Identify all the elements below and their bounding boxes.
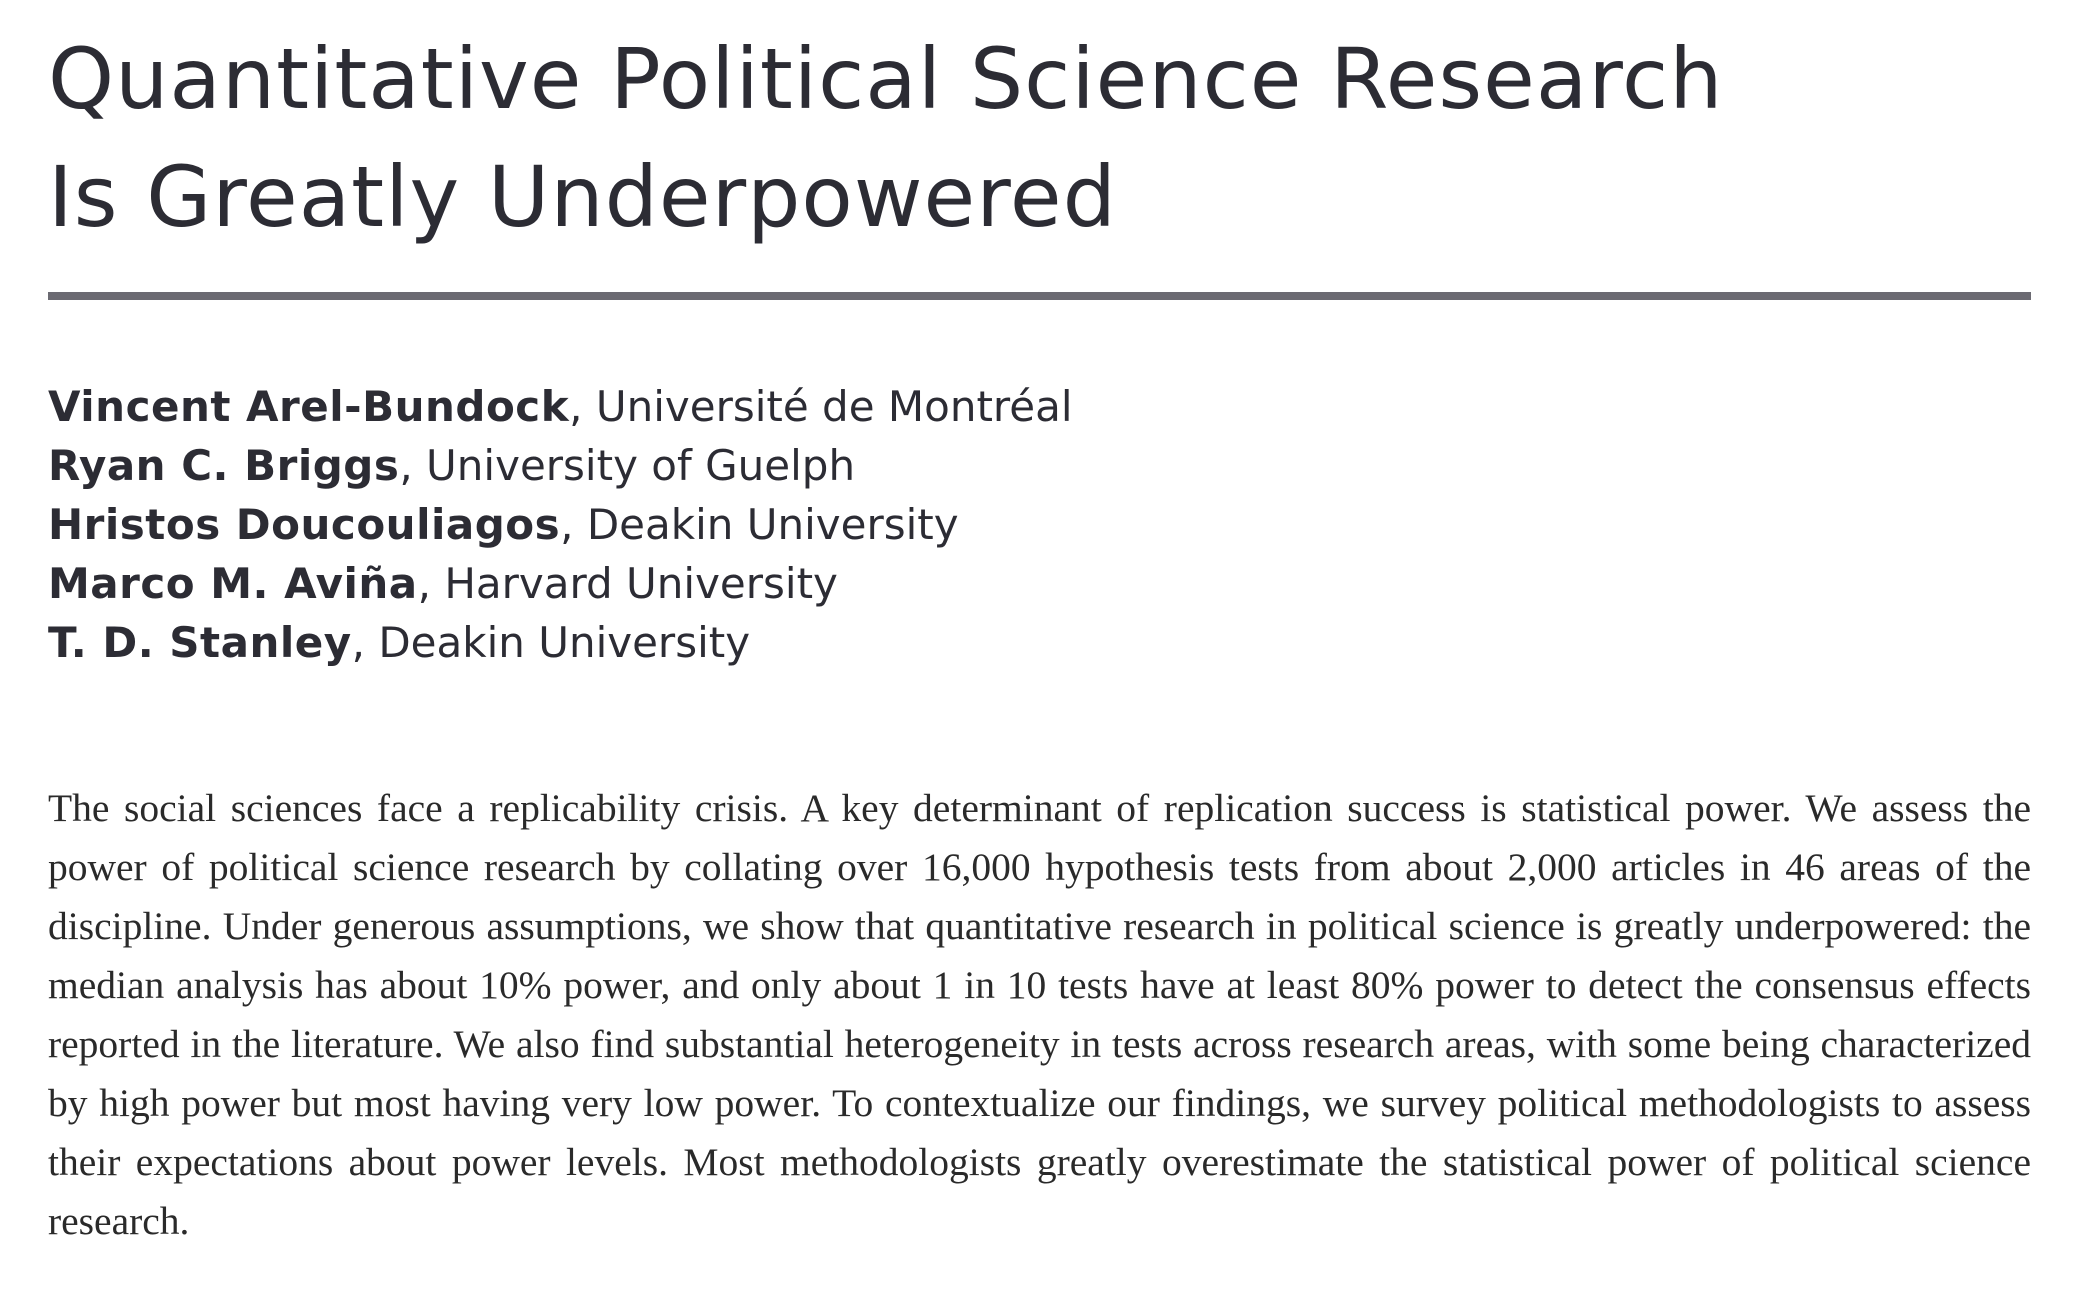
author-entry <box>48 554 2031 613</box>
author-affiliation: , Université de Montréal <box>569 382 1073 431</box>
author-entry <box>48 377 2031 436</box>
author-affiliation: , University of Guelph <box>399 441 856 490</box>
author-name: Ryan C. Briggs <box>48 441 400 490</box>
author-name: Vincent Arel-Bundock <box>48 382 570 431</box>
author-affiliation: , Harvard University <box>417 559 838 608</box>
author-entry <box>48 613 2031 672</box>
author-name: Marco M. Aviña <box>48 559 418 608</box>
author-entry <box>48 495 2031 554</box>
paper-title <box>48 20 2031 256</box>
author-list <box>48 377 2031 672</box>
author-entry <box>48 436 2031 495</box>
title-divider <box>48 292 2031 300</box>
author-name: T. D. Stanley <box>48 618 352 667</box>
paper-page <box>48 0 2031 1291</box>
paper-title-line-2: Is Greatly Underpowered <box>48 148 1117 246</box>
abstract-text: The social sciences face a replicability crisis. A key determinant of replication success is statistical power. We assess the power of political science research by collating over 16,000 hypothesis tests from about 2,000 articles in 46 areas of the discipline. Under generous assumptions, we show that quantitative research in political science is greatly underpowered: the median analysis has about 10% power, and only about 1 in 10 tests have at least 80% power to detect the consensus effects reported in the literature. We also find substantial heterogeneity in tests across research areas, with some being characterized by high power but most having very low power. To contextualize our findings, we survey political methodologists to assess their expectations about power levels. Most methodologists greatly overestimate the statistical power of political science research. <box>48 786 2031 1243</box>
author-affiliation: , Deakin University <box>351 618 751 667</box>
author-affiliation: , Deakin University <box>560 500 959 549</box>
paper-title-line-1: Quantitative Political Science Research <box>48 30 1724 128</box>
author-name: Hristos Doucouliagos <box>48 500 561 549</box>
